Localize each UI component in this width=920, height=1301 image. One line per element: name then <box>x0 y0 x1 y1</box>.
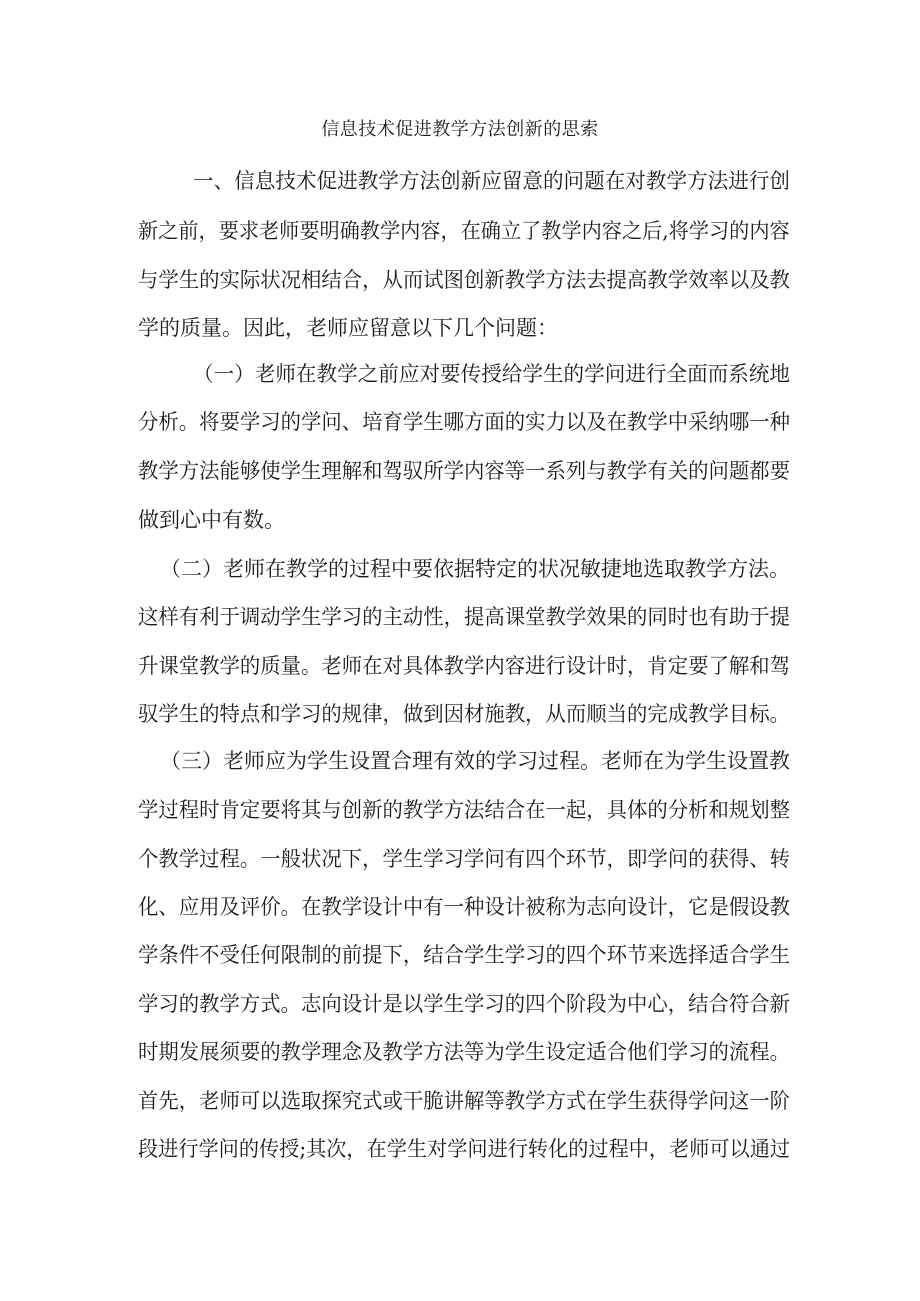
body-line: 新之前，要求老师要明确教学内容，在确立了教学内容之后,将学习的内容 <box>138 219 790 243</box>
body-line: 驭学生的特点和学习的规律，做到因材施教，从而顺当的完成教学目标。 <box>138 702 790 726</box>
body-line: 学条件不受任何限制的前提下，结合学生学习的四个环节来选择适合学生 <box>138 943 790 967</box>
body-line: 做到心中有数。 <box>138 508 285 532</box>
body-line: 个教学过程。一般状况下，学生学习学问有四个环节，即学问的获得、转 <box>138 847 790 871</box>
body-line: 分析。将要学习的学问、培育学生哪方面的实力以及在教学中采纳哪一种 <box>138 410 790 434</box>
document-title: 信息技术促进教学方法创新的思索 <box>321 119 599 140</box>
body-line: （三）老师应为学生设置合理有效的学习过程。老师在为学生设置教 <box>160 749 790 773</box>
body-line: （一）老师在教学之前应对要传授给学生的学问进行全面而系统地 <box>193 362 791 386</box>
body-line: 与学生的实际状况相结合，从而试图创新教学方法去提高教学效率以及教 <box>138 268 790 292</box>
body-line: 学的质量。因此，老师应留意以下几个问题： <box>138 316 558 340</box>
body-line: 段进行学问的传授;其次，在学生对学问进行转化的过程中，老师可以通过 <box>138 1137 791 1161</box>
body-line: 学过程时肯定要将其与创新的教学方法结合在一起，具体的分析和规划整 <box>138 798 790 822</box>
body-line: 这样有利于调动学生学习的主动性，提高课堂教学效果的同时也有助于提 <box>138 605 790 629</box>
body-line: 教学方法能够使学生理解和驾驭所学内容等一系列与教学有关的问题都要 <box>138 459 790 483</box>
body-line: 一、信息技术促进教学方法创新应留意的问题在对教学方法进行创 <box>193 169 791 193</box>
body-line: 化、应用及评价。在教学设计中有一种设计被称为志向设计，它是假设教 <box>138 895 790 919</box>
body-line: 学习的教学方式。志向设计是以学生学习的四个阶段为中心，结合符合新 <box>138 992 790 1016</box>
body-line: 首先，老师可以选取探究式或干脆讲解等教学方式在学生获得学问这一阶 <box>138 1089 790 1113</box>
body-line: （二）老师在教学的过程中要依据特定的状况敏捷地选取教学方法。 <box>160 557 790 581</box>
body-line: 升课堂教学的质量。老师在对具体教学内容进行设计时，肯定要了解和驾 <box>138 654 790 678</box>
body-line: 时期发展须要的教学理念及教学方法等为学生设定适合他们学习的流程。 <box>138 1040 790 1064</box>
